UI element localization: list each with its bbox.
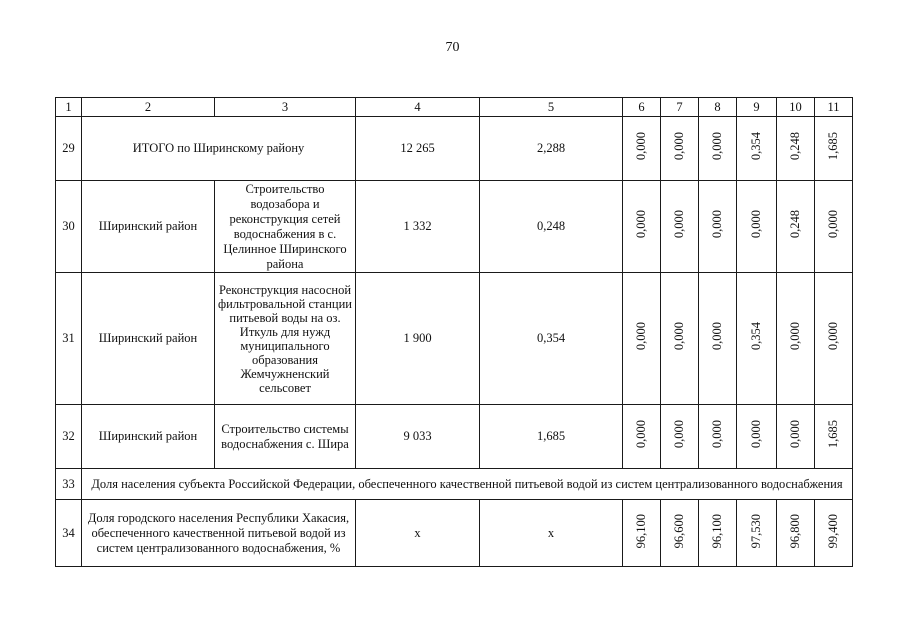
header-cell: 1 [56,98,82,117]
value-cell: 0,354 [737,117,777,181]
capacity-cell: х [480,500,623,567]
value-cell: 0,000 [737,181,777,273]
value-cell: 96,100 [699,500,737,567]
header-cell: 2 [82,98,215,117]
value-cell: 0,000 [699,117,737,181]
row-number: 34 [56,500,82,567]
value-cell: 0,000 [699,405,737,469]
value-cell: 99,400 [815,500,853,567]
indicator-label: Доля городского населения Республики Хакасия, обеспеченного качественной питьевой водой из систем централизованного водоснабжения, % [82,500,356,567]
capacity-cell: 1,685 [480,405,623,469]
value-cell: 0,248 [777,181,815,273]
value-cell: 0,000 [623,181,661,273]
cost-cell: 1 332 [356,181,480,273]
table-row [56,500,853,567]
row-number: 30 [56,181,82,273]
value-cell: 0,000 [623,405,661,469]
cost-cell: 12 265 [356,117,480,181]
header-cell: 11 [815,98,853,117]
capacity-cell: 2,288 [480,117,623,181]
row-number: 33 [56,469,82,500]
value-cell: 96,600 [661,500,699,567]
district-cell: Ширинский район [82,273,215,405]
header-cell: 3 [215,98,356,117]
value-cell: 1,685 [815,405,853,469]
table-row [56,181,853,273]
cost-cell: 1 900 [356,273,480,405]
table-row [56,273,853,405]
value-cell: 0,000 [699,273,737,405]
header-cell: 7 [661,98,699,117]
value-cell: 96,100 [623,500,661,567]
header-row [56,98,853,117]
section-heading: Доля населения субъекта Российской Федерации, обеспеченного качественной питьевой водой из систем централизованного водоснабжения [82,469,853,500]
value-cell: 0,000 [699,181,737,273]
value-cell: 0,000 [623,273,661,405]
header-cell: 5 [480,98,623,117]
capacity-cell: 0,354 [480,273,623,405]
row-number: 29 [56,117,82,181]
total-label: ИТОГО по Ширинскому району [82,117,356,181]
table-row [56,469,853,500]
value-cell: 0,000 [737,405,777,469]
project-cell: Строительство системы водоснабжения с. Шира [215,405,356,469]
header-cell: 9 [737,98,777,117]
value-cell: 96,800 [777,500,815,567]
header-cell: 8 [699,98,737,117]
district-cell: Ширинский район [82,181,215,273]
table-row [56,405,853,469]
cost-cell: х [356,500,480,567]
project-cell: Реконструкция насосной фильтровальной станции питьевой воды на оз. Иткуль для нужд муниципального образования Жемчужненский сельсовет [215,273,356,405]
value-cell: 0,000 [661,117,699,181]
value-cell: 0,354 [737,273,777,405]
header-cell: 6 [623,98,661,117]
page-number: 70 [445,40,460,55]
cost-cell: 9 033 [356,405,480,469]
row-number: 32 [56,405,82,469]
value-cell: 0,000 [623,117,661,181]
value-cell: 0,000 [661,181,699,273]
value-cell: 0,000 [815,181,853,273]
table-row [56,117,853,181]
data-table [55,97,853,567]
value-cell: 0,000 [777,405,815,469]
value-cell: 0,000 [661,405,699,469]
row-number: 31 [56,273,82,405]
value-cell: 0,000 [777,273,815,405]
district-cell: Ширинский район [82,405,215,469]
value-cell: 0,000 [815,273,853,405]
header-cell: 4 [356,98,480,117]
project-cell: Строительство водозабора и реконструкция сетей водоснабжения в с. Целинное Ширинского района [215,181,356,273]
value-cell: 0,248 [777,117,815,181]
value-cell: 97,530 [737,500,777,567]
value-cell: 0,000 [661,273,699,405]
value-cell: 1,685 [815,117,853,181]
capacity-cell: 0,248 [480,181,623,273]
header-cell: 10 [777,98,815,117]
